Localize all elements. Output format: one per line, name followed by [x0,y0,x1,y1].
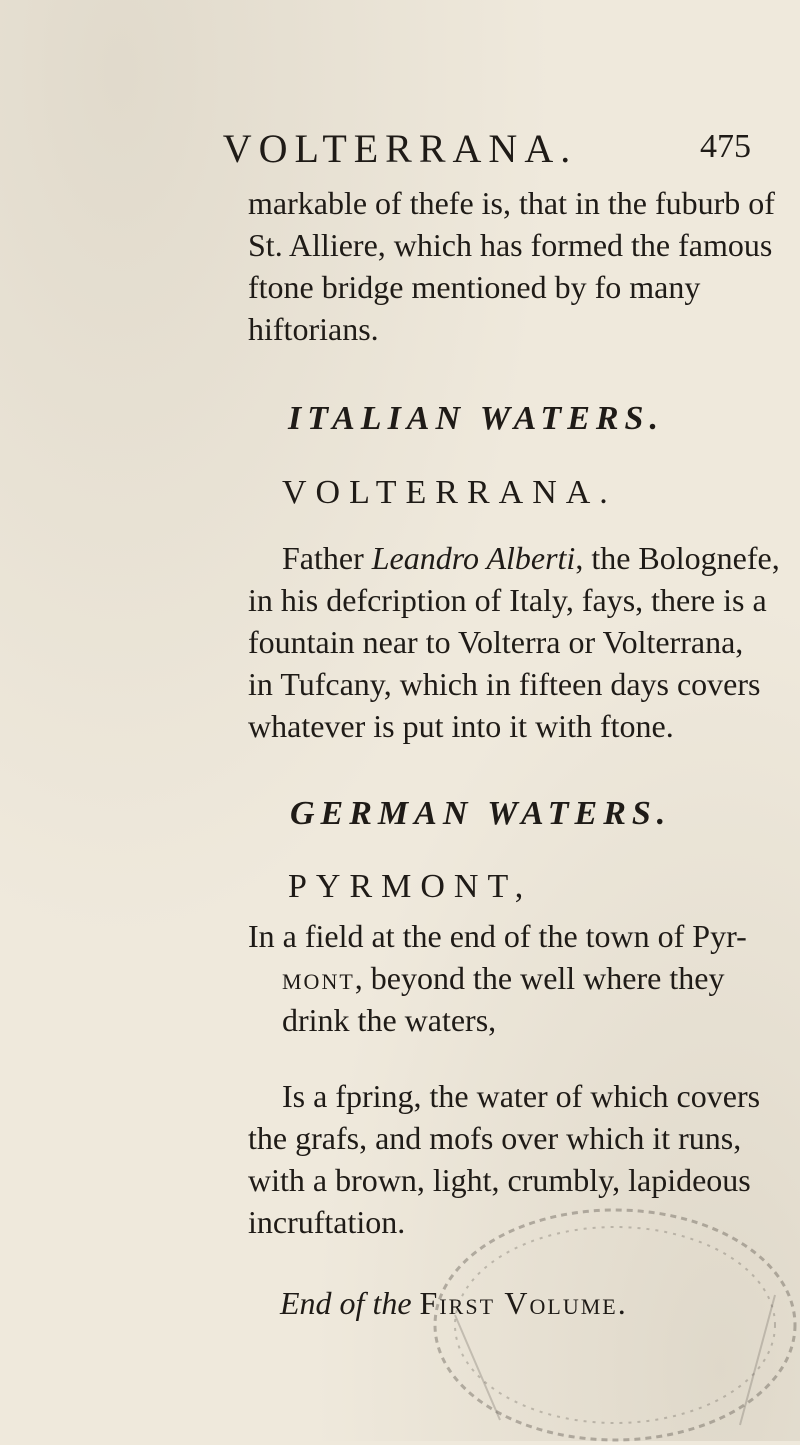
german-line-6: with a brown, light, crumbly, lapideous [248,1162,751,1198]
italian-waters-heading: ITALIAN WATERS. [288,400,664,437]
italian-line-1 [282,540,780,577]
intro-line-3: ftone bridge mentioned by fo many [248,269,701,305]
italian-line-2: in his defcription of Italy, fays, there is a [248,582,767,618]
page-number: 475 [700,128,751,165]
german-line-2 [282,960,724,997]
german-line-2-rest: , beyond the well where they [354,960,725,996]
author-name: Leandro Alberti [371,540,576,576]
end-of-the-text: End of the [280,1285,412,1321]
german-line-2-smallcaps: mont [282,960,355,996]
running-title: VOLTERRANA. [222,126,578,171]
italian-line-3: fountain near to Volterra or Volterrana, [248,624,744,660]
german-line-4: Is a fpring, the water of which covers [282,1078,761,1114]
first-volume-text: First Volume. [419,1285,628,1321]
intro-line-2: St. Alliere, which has formed the famous [248,227,773,263]
italian-line-1-suffix: , the Bolognefe, [575,540,780,576]
italian-line-1-prefix: Father [282,540,372,576]
german-line-1: In a field at the end of the town of Pyr- [248,918,747,954]
german-line-5: the grafs, and mofs over which it runs, [248,1120,742,1156]
german-line-3: drink the waters, [282,1002,497,1038]
german-line-7: incruftation. [248,1204,406,1240]
intro-line-4: hiftorians. [248,311,379,347]
volterrana-place-heading: VOLTERRANA. [282,474,617,511]
library-stamp-icon [380,1185,800,1445]
italian-line-5: whatever is put into it with ftone. [248,708,674,744]
pyrmont-place-heading: PYRMONT, [288,868,533,905]
italian-line-4: in Tufcany, which in fifteen days covers [248,666,761,702]
intro-line-1: markable of thefe is, that in the fuburb of [248,185,775,221]
german-waters-heading: GERMAN WATERS. [290,795,672,832]
